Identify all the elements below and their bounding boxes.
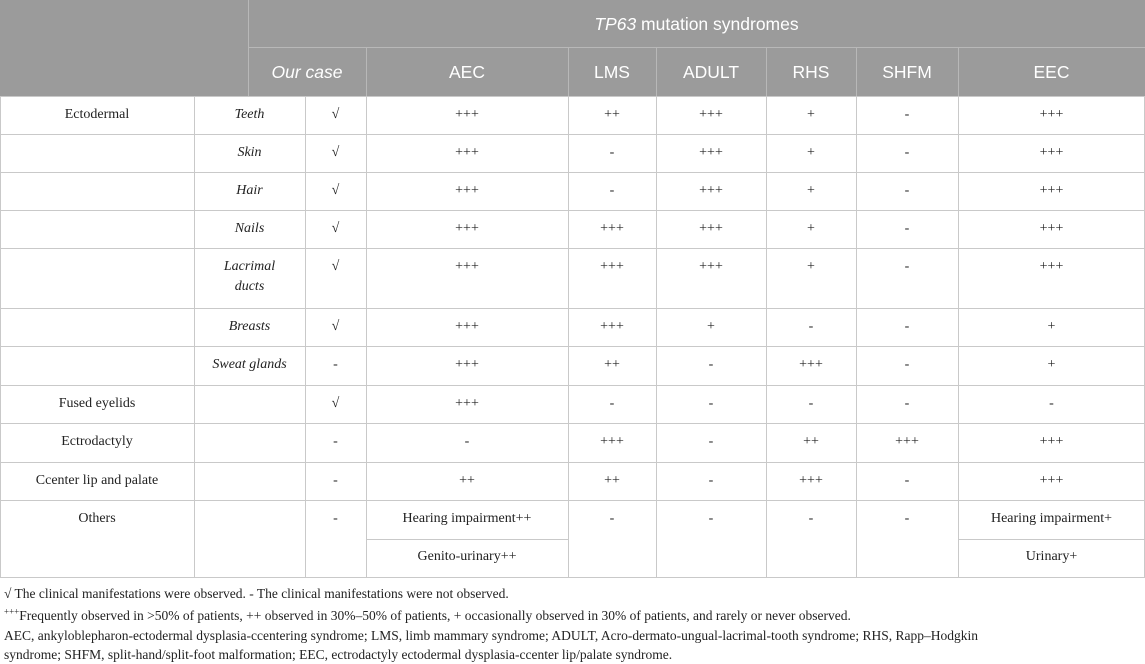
cell-eec-second: Urinary+	[1025, 549, 1078, 564]
cell-shfm: -	[904, 511, 910, 526]
cell-adult: -	[708, 357, 714, 372]
cell-case: √	[331, 259, 340, 274]
cell-case: √	[331, 183, 340, 198]
cell-adult: +++	[699, 145, 723, 160]
cell-lms: +++	[600, 319, 624, 334]
cell-lms: +++	[600, 434, 624, 449]
table-left-border	[0, 96, 1, 577]
row-rule	[0, 210, 1145, 211]
cell-adult: +	[707, 319, 715, 334]
cell-cat: Ectrodactyly	[61, 434, 133, 449]
cell-aec: +++	[455, 107, 479, 122]
footnote-abbreviations-2: syndrome; SHFM, split-hand/split-foot malformation; EEC, ectrodactyly ectodermal dysplasia-ccenter lip/palate syndrome.	[4, 647, 673, 662]
cell-aec: +++	[455, 183, 479, 198]
cell-case: √	[331, 319, 340, 334]
cell-rhs: +	[807, 259, 815, 274]
row-rule	[0, 423, 1145, 424]
group-title-rest: mutation syndromes	[636, 14, 799, 34]
cell-aec: +++	[455, 396, 479, 411]
cell-case: √	[331, 145, 340, 160]
cell-case: √	[331, 396, 340, 411]
cell-cat: Ectodermal	[64, 107, 130, 122]
cell-case: √	[331, 107, 340, 122]
cell-adult: +++	[699, 107, 723, 122]
cell-cat: Fused eyelids	[58, 396, 136, 411]
cell-sub: Lacrimal	[223, 259, 276, 274]
cell-adult: -	[708, 396, 714, 411]
cell-rhs: +	[807, 145, 815, 160]
cell-lms: ++	[604, 107, 620, 122]
cell-lms: ++	[604, 473, 620, 488]
cell-aec: -	[464, 434, 470, 449]
table-header	[0, 0, 1145, 96]
cell-eec: +++	[1039, 259, 1064, 274]
cell-adult: +++	[699, 221, 723, 236]
cell-eec: +++	[1039, 221, 1064, 236]
cell-case: -	[333, 473, 338, 488]
cell-eec: +++	[1039, 145, 1064, 160]
table-bottom-rule	[0, 577, 1145, 578]
col-header-shfm: SHFM	[882, 62, 932, 82]
cell-aec: +++	[455, 319, 479, 334]
cell-adult: -	[708, 473, 714, 488]
footnote-symbols: √ The clinical manifestations were observed. - The clinical manifestations were not observed.	[4, 586, 509, 601]
cell-lms: -	[609, 183, 615, 198]
cell-eec: -	[1049, 396, 1054, 411]
cell-shfm: -	[904, 319, 910, 334]
cell-adult: +++	[699, 183, 723, 198]
cell-shfm: -	[904, 473, 910, 488]
others-eec-split	[958, 539, 1145, 540]
cell-eec: +++	[1039, 434, 1064, 449]
cell-shfm: -	[904, 396, 910, 411]
cell-lms: -	[609, 396, 615, 411]
cell-shfm: -	[904, 357, 910, 372]
group-title-gene: TP63	[594, 14, 637, 34]
cell-shfm: -	[904, 259, 910, 274]
cell-aec: Hearing impairment++	[402, 511, 532, 526]
cell-sub: Teeth	[234, 107, 265, 122]
footnote-abbreviations-1: AEC, ankyloblepharon-ectodermal dysplasia-ccentering syndrome; LMS, limb mammary syndrome; ADULT, Acro-dermato-ungual-lacrimal-tooth syndrome; RHS, Rapp–Hodgkin	[4, 628, 979, 643]
cell-aec: +++	[455, 259, 479, 274]
cell-rhs: +++	[799, 357, 823, 372]
our-case-header: Our case	[271, 62, 343, 82]
cell-eec: Hearing impairment+	[990, 511, 1113, 526]
cell-eec: +	[1047, 319, 1056, 334]
footnote-frequency-text: Frequently observed in >50% of patients, ++ observed in 30%–50% of patients, + occasionally observed in 30% of patients, and rarely or never observed.	[19, 608, 851, 623]
cell-rhs: -	[808, 319, 814, 334]
footnote-frequency-sup: +++	[4, 606, 20, 617]
cell-sub: Nails	[234, 221, 265, 236]
cell-sub: Hair	[236, 183, 263, 198]
col-header-adult: ADULT	[682, 62, 740, 82]
cell-rhs: +	[807, 183, 815, 198]
cell-lms: -	[609, 145, 615, 160]
col-header-rhs: RHS	[792, 62, 830, 82]
cell-case: -	[333, 357, 338, 372]
cell-rhs: +++	[799, 473, 823, 488]
row-rule	[0, 308, 1145, 309]
cell-shfm: +++	[895, 434, 919, 449]
cell-lms: -	[609, 511, 615, 526]
cell-eec: +++	[1039, 183, 1064, 198]
row-rule	[0, 500, 1145, 501]
cell-sub-second: ducts	[234, 279, 265, 294]
cell-shfm: -	[904, 183, 910, 198]
row-rule	[0, 462, 1145, 463]
footnote-frequency	[4, 606, 851, 625]
cell-adult: -	[708, 511, 714, 526]
cell-lms: +++	[600, 221, 624, 236]
cell-adult: +++	[699, 259, 723, 274]
cell-case: -	[333, 511, 338, 526]
row-rule	[0, 346, 1145, 347]
cell-rhs: ++	[803, 434, 819, 449]
cell-shfm: -	[904, 221, 910, 236]
cell-eec: +++	[1039, 107, 1064, 122]
cell-shfm: -	[904, 107, 910, 122]
cell-aec: +++	[455, 357, 479, 372]
cell-shfm: -	[904, 145, 910, 160]
cell-sub: Sweat glands	[212, 357, 287, 372]
col-header-aec: AEC	[449, 62, 485, 82]
col-header-lms: LMS	[594, 62, 630, 82]
cell-sub: Skin	[237, 145, 262, 160]
cell-rhs: +	[807, 221, 815, 236]
cell-rhs: -	[808, 511, 814, 526]
cell-aec: +++	[455, 145, 479, 160]
row-rule	[0, 134, 1145, 135]
cell-lms: +++	[600, 259, 624, 274]
row-rule	[0, 172, 1145, 173]
row-rule	[0, 96, 1145, 97]
cell-rhs: +	[807, 107, 815, 122]
cell-rhs: -	[808, 396, 814, 411]
cell-aec: ++	[459, 473, 475, 488]
cell-lms: ++	[604, 357, 620, 372]
cell-eec: +	[1047, 357, 1056, 372]
others-aec-split	[366, 539, 568, 540]
row-rule	[0, 385, 1145, 386]
cell-adult: -	[708, 434, 714, 449]
group-title	[248, 13, 1145, 35]
cell-aec: +++	[455, 221, 479, 236]
cell-case: √	[331, 221, 340, 236]
cell-cat: Ccenter lip and palate	[35, 473, 159, 488]
cell-aec-second: Genito-urinary++	[417, 549, 517, 564]
cell-eec: +++	[1039, 473, 1064, 488]
header-rule	[248, 47, 1145, 48]
cell-case: -	[333, 434, 338, 449]
row-rule	[0, 248, 1145, 249]
cell-cat: Others	[78, 511, 116, 526]
col-header-eec: EEC	[1033, 62, 1070, 82]
cell-sub: Breasts	[228, 319, 271, 334]
